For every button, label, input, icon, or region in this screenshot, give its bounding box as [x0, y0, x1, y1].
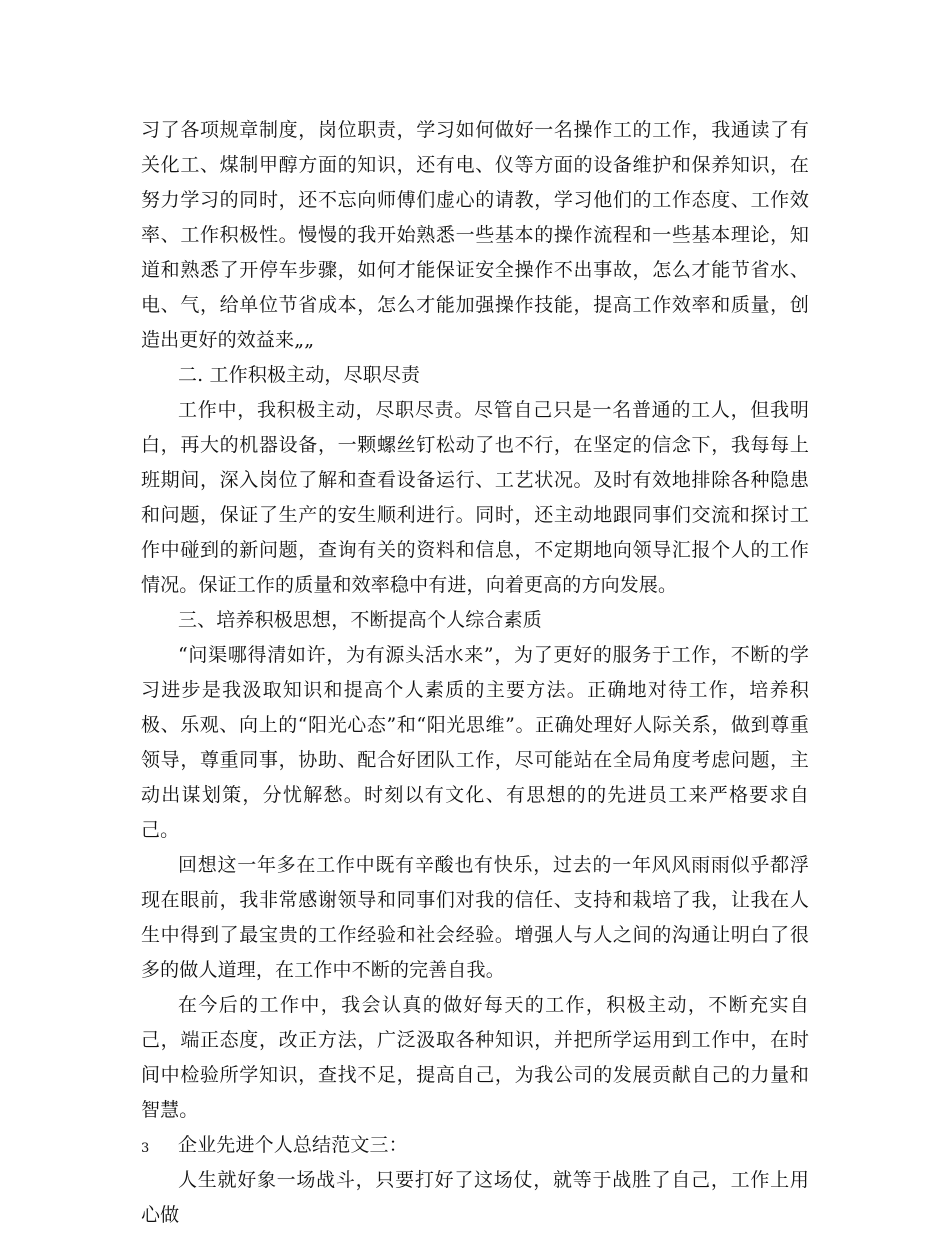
paragraph-continued: 习了各项规章制度，岗位职责，学习如何做好一名操作工的工作，我通读了有关化工、煤制甲醇方面的知识，还有电、仪等方面的设备维护和保养知识，在努力学习的同时，还不忘向师傅们虚心的请教，学习他们的工作态度、工作效率、工作积极性。慢慢的我开始熟悉一些基本的操作流程和一些基本理论，知道和熟悉了开停车步骤，如何才能保证安全操作不出事故，怎么才能节省水、电、气，给单位节省成本，怎么才能加强操作技能，提高工作效率和质量，创造出更好的效益来„„ [141, 119, 809, 351]
sample-heading: 企业先进个人总结范文三： [178, 1134, 408, 1156]
document-body [141, 113, 809, 1233]
page-number: 3 [141, 1141, 150, 1156]
section-heading-3: 三、培养积极思想，不断提高个人综合素质 [178, 609, 542, 631]
paragraph: 回想这一年多在工作中既有辛酸也有快乐，过去的一年风风雨雨似乎都浮现在眼前，我非常感谢领导和同事们对我的信任、支持和栽培了我，让我在人生中得到了最宝贵的工作经验和社会经验。增强人与人之间的沟通让明白了很多的做人道理，在工作中不断的完善自我。 [141, 854, 809, 981]
paragraph: “问渠哪得清如许，为有源头活水来”，为了更好的服务于工作，不断的学习进步是我汲取知识和提高个人素质的主要方法。正确地对待工作，培养积极、乐观、向上的“阳光心态”和“阳光思维”。正确处理好人际关系，做到尊重领导，尊重同事，协助、配合好团队工作，尽可能站在全局角度考虑问题，主动出谋划策，分忧解愁。时刻以有文化、有思想的的先进员工来严格要求自己。 [141, 644, 809, 841]
section-heading-2: 二. 工作积极主动，尽职尽责 [178, 364, 421, 386]
paragraph: 工作中，我积极主动，尽职尽责。尽管自己只是一名普通的工人，但我明白，再大的机器设备，一颗螺丝钉松动了也不行，在坚定的信念下，我每每上班期间，深入岗位了解和查看设备运行、工艺状况。及时有效地排除各种隐患和问题，保证了生产的安生顺利进行。同时，还主动地跟同事们交流和探讨工作中碰到的新问题，查询有关的资料和信息，不定期地向领导汇报个人的工作情况。保证工作的质量和效率稳中有进，向着更高的方向发展。 [141, 399, 809, 596]
paragraph: 人生就好象一场战斗，只要打好了这场仗，就等于战胜了自己，工作上用心做 [141, 1169, 809, 1226]
paragraph: 在今后的工作中，我会认真的做好每天的工作，积极主动，不断充实自己，端正态度，改正方法，广泛汲取各种知识，并把所学运用到工作中，在时间中检验所学知识，查找不足，提高自己，为我公司的发展贡献自己的力量和智慧。 [141, 994, 809, 1121]
